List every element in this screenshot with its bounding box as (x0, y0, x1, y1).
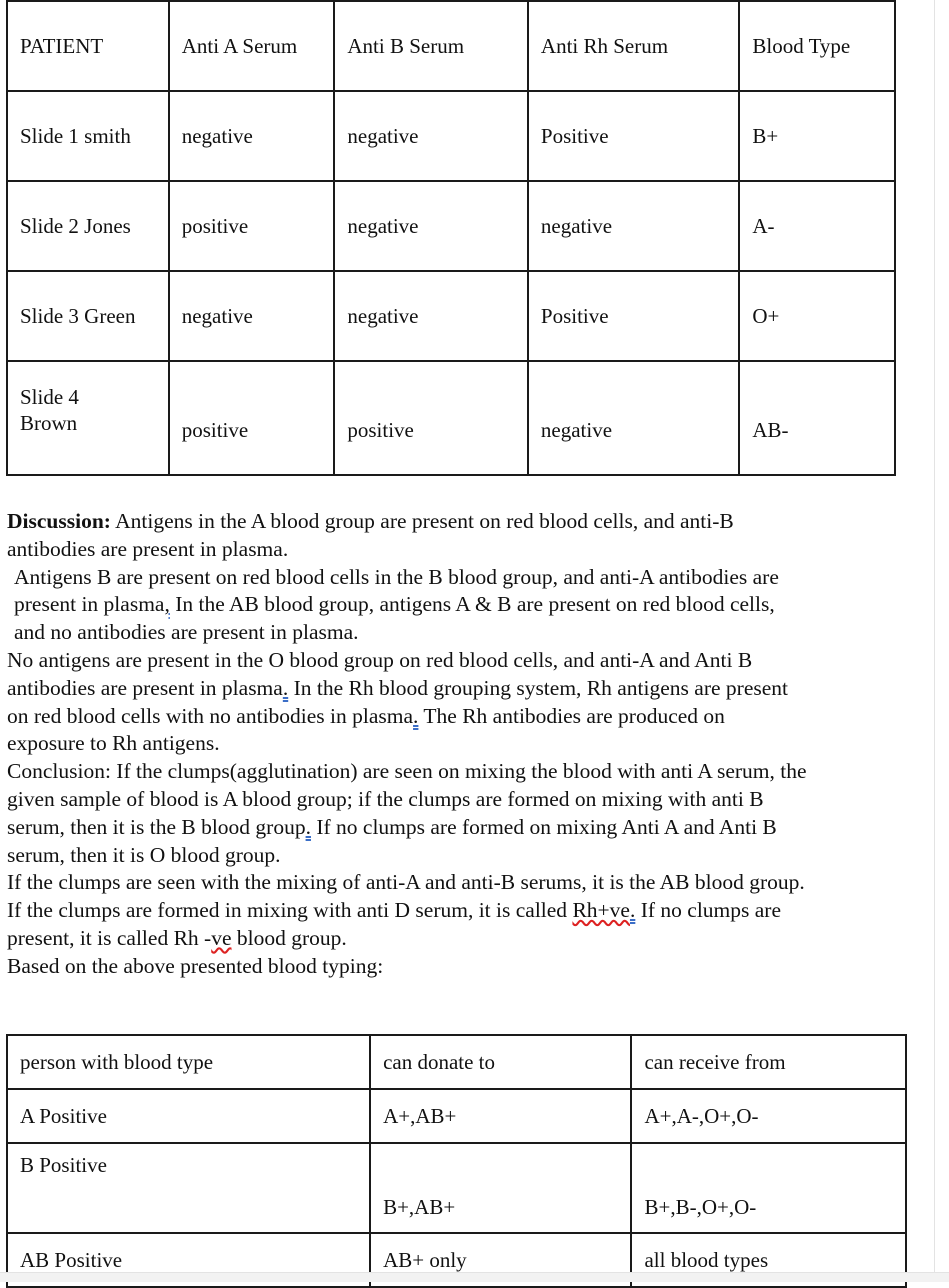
cell-anti-b: negative (334, 91, 528, 181)
cell-patient: Slide 2 Jones (7, 181, 169, 271)
conclusion-text: If the clumps are formed in mixing with anti D serum, it is called (7, 898, 573, 923)
header-patient: PATIENT (7, 1, 169, 91)
page-edge-rule (934, 0, 935, 1281)
cell-anti-b: negative (334, 181, 528, 271)
discussion-paragraph (7, 508, 807, 564)
discussion-text: No antigens are present in the O blood group on red blood cells, and anti-A and Anti B antibodies are present in plasma (7, 647, 753, 700)
header-can-donate-to: can donate to (370, 1035, 631, 1089)
conclusion-paragraph (7, 758, 807, 869)
grammar-mark: . (629, 898, 636, 923)
cell-patient: Slide 3 Green (7, 271, 169, 361)
grammar-mark: . (305, 814, 311, 839)
cell-anti-rh: Positive (528, 271, 739, 361)
header-can-receive-from: can receive from (631, 1035, 906, 1089)
cell-anti-a: positive (169, 181, 335, 271)
conclusion-text: If the clumps are seen with the mixing of anti-A and anti-B serums, it is the AB blood group. (7, 870, 805, 895)
cell-blood-type: AB Positive (7, 1233, 370, 1287)
patient-line-1: Slide 4 (20, 385, 79, 409)
discussion-text: In the AB blood group, antigens A & B are present on red blood cells, and no antibodies are present in plasma. (14, 592, 775, 645)
cell-anti-a: negative (169, 91, 335, 181)
patient-line-2: Brown (20, 411, 78, 435)
grammar-mark: , (164, 592, 170, 617)
blood-compatibility-table (6, 1034, 907, 1288)
discussion-text: Antigens in the A blood group are present on red blood cells, and anti-B antibodies are present in plasma. (7, 509, 734, 561)
cell-can-donate-to: AB+ only (370, 1233, 631, 1287)
discussion-section (7, 508, 807, 981)
table-row (7, 91, 895, 181)
cell-anti-a: positive (169, 361, 335, 475)
conclusion-paragraph (7, 953, 807, 981)
discussion-text: In the Rh blood grouping system, Rh antigens are present on red blood cells with no antibodies in plasma (7, 675, 788, 728)
spelling-mark: ve (211, 925, 232, 950)
table-header-row (7, 1, 895, 91)
cell-anti-rh: negative (528, 181, 739, 271)
conclusion-text: If no clumps are formed on mixing Anti A and Anti B serum, then it is O blood group. (7, 814, 777, 867)
discussion-label: Discussion: (7, 509, 111, 533)
cell-blood-type: AB- (739, 361, 895, 475)
cell-can-receive-from: all blood types (631, 1233, 906, 1287)
cell-can-receive-from: A+,A-,O+,O- (631, 1089, 906, 1143)
cell-patient (7, 361, 169, 475)
header-anti-b: Anti B Serum (334, 1, 528, 91)
cell-blood-type: B+ (739, 91, 895, 181)
table-row (7, 271, 895, 361)
cell-anti-b: negative (334, 271, 528, 361)
cell-can-donate-to: B+,AB+ (370, 1143, 631, 1233)
cell-can-receive-from: B+,B-,O+,O- (631, 1143, 906, 1233)
table-row (7, 1143, 906, 1233)
table-row (7, 181, 895, 271)
header-anti-a: Anti A Serum (169, 1, 335, 91)
conclusion-text: Conclusion: If the clumps(agglutination) are seen on mixing the blood with anti A serum, the given sample of blood is A blood group; if the clumps are formed on mixing with anti B serum, then it is the B blood group (7, 759, 807, 839)
cell-can-donate-to: A+,AB+ (370, 1089, 631, 1143)
discussion-paragraph (7, 564, 807, 647)
cell-patient: Slide 1 smith (7, 91, 169, 181)
discussion-paragraph (7, 647, 807, 758)
table-header-row (7, 1035, 906, 1089)
spelling-mark: Rh+ve (572, 898, 630, 923)
conclusion-paragraph (7, 897, 807, 953)
table-row (7, 361, 895, 475)
cell-anti-a: negative (169, 271, 335, 361)
conclusion-text: blood group. (231, 925, 347, 950)
conclusion-paragraph (7, 869, 807, 897)
grammar-mark: . (413, 703, 419, 728)
cell-blood-type: A- (739, 181, 895, 271)
blood-test-results-table (6, 0, 896, 476)
cell-anti-rh: Positive (528, 91, 739, 181)
conclusion-text: If no clumps are present, it is called Rh - (7, 898, 781, 950)
cell-blood-type: O+ (739, 271, 895, 361)
cell-anti-rh: negative (528, 361, 739, 475)
cell-blood-type: B Positive (7, 1143, 370, 1233)
cell-blood-type: A Positive (7, 1089, 370, 1143)
header-anti-rh: Anti Rh Serum (528, 1, 739, 91)
discussion-text: Antigens B are present on red blood cells in the B blood group, and anti-A antibodies are present in plasma (14, 564, 779, 617)
header-person-blood-type: person with blood type (7, 1035, 370, 1089)
grammar-mark: . (282, 675, 289, 700)
discussion-text: The Rh antibodies are produced on exposure to Rh antigens. (7, 703, 725, 756)
cell-anti-b: positive (334, 361, 528, 475)
table-row (7, 1089, 906, 1143)
header-blood-type: Blood Type (739, 1, 895, 91)
conclusion-text: Based on the above presented blood typing: (7, 953, 384, 978)
